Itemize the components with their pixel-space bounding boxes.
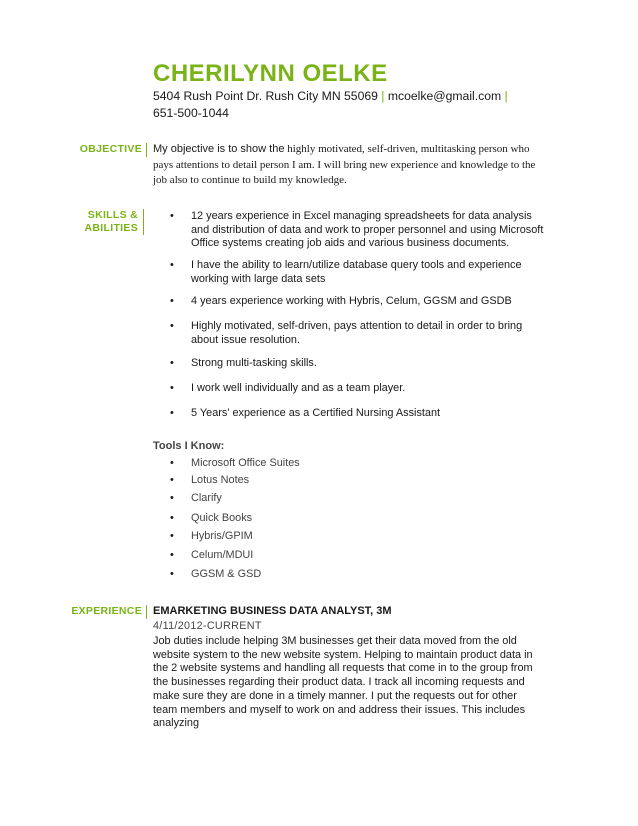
bullet-icon: • — [170, 210, 174, 222]
skill-text: Strong multi-tasking skills. — [191, 357, 317, 369]
bullet-icon: • — [170, 320, 174, 332]
tool-text: GGSM & GSD — [191, 568, 262, 580]
address: 5404 Rush Point Dr. Rush City MN 55069 — [153, 89, 378, 103]
objective-label: OBJECTIVE — [70, 143, 147, 157]
bullet-icon: • — [170, 474, 174, 486]
tools-title: Tools I Know: — [153, 440, 225, 452]
tool-text: Celum/MDUI — [191, 549, 254, 561]
bullet-icon: • — [170, 492, 174, 504]
objective-text — [153, 142, 543, 189]
bullet-icon: • — [170, 530, 174, 542]
contact-line — [153, 88, 508, 105]
skill-text: 12 years experience in Excel managing spreadsheets for data analysis and distribution of data and work to proper personnel and using Microsoft Office systems creating job aids and various business documents. — [191, 210, 544, 249]
job-description: Job duties include helping 3M businesses get their data moved from the old website system to the new website system. Helping to maintain product data in the 2 website systems and handling all requests that come in to the group from the businesses regarding their product data. I track all incoming requests and make sure they are done in a timely manner. I put the requests out for other team members and myself to work on and address their issues. This includes analyzing — [153, 635, 533, 730]
candidate-name: CHERILYNN OELKE — [153, 60, 388, 87]
job-title: EMARKETING BUSINESS DATA ANALYST, 3M — [153, 605, 392, 617]
phone: 651-500-1044 — [153, 106, 229, 120]
tool-text: Hybris/GPIM — [191, 530, 253, 542]
bullet-icon: • — [170, 407, 174, 419]
tool-text: Quick Books — [191, 512, 253, 524]
email[interactable]: mcoelke@gmail.com — [387, 89, 502, 103]
contact-block — [153, 88, 508, 122]
skills-label-line2: ABILITIES — [84, 222, 138, 234]
bullet-icon: • — [170, 259, 174, 271]
separator: | — [504, 89, 508, 103]
bullet-icon: • — [170, 295, 174, 307]
bullet-icon: • — [170, 457, 174, 469]
separator: | — [381, 89, 385, 103]
tool-text: Lotus Notes — [191, 474, 250, 486]
tool-text: Microsoft Office Suites — [191, 457, 300, 469]
skill-text: I work well individually and as a team player. — [191, 382, 406, 394]
skill-text: 5 Years' experience as a Certified Nursing Assistant — [191, 407, 441, 419]
objective-lead: My objective is to show the — [153, 143, 285, 155]
bullet-icon: • — [170, 382, 174, 394]
skills-label-line1: SKILLS & — [87, 209, 138, 221]
bullet-icon: • — [170, 357, 174, 369]
skills-label — [70, 209, 144, 235]
tool-text: Clarify — [191, 492, 222, 504]
job-date: 4/11/2012-CURRENT — [153, 620, 262, 632]
bullet-icon: • — [170, 512, 174, 524]
experience-label: EXPERIENCE — [60, 605, 147, 619]
skill-text: I have the ability to learn/utilize database query tools and experience working with large data sets — [191, 259, 522, 285]
bullet-icon: • — [170, 549, 174, 561]
skill-text: 4 years experience working with Hybris, Celum, GGSM and GSDB — [191, 295, 512, 307]
bullet-icon: • — [170, 568, 174, 580]
skill-text: Highly motivated, self-driven, pays attention to detail in order to bring about issue resolution. — [191, 320, 523, 346]
objective-body: highly motivated, self-driven, multitasking person who pays attentions to detail person I am. I will bring new experience and knowledge to the job also to continue to build my knowledge. — [153, 143, 536, 186]
